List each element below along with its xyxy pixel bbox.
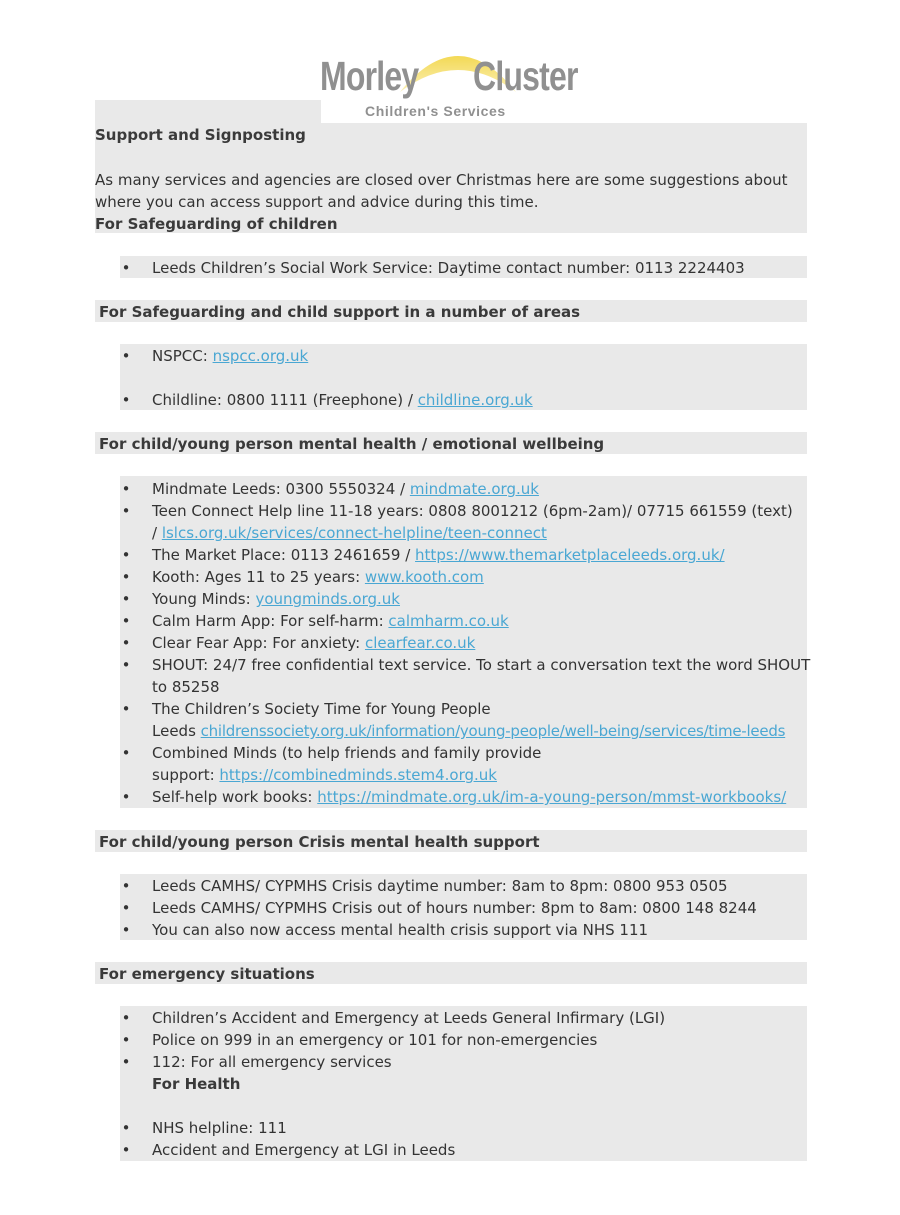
list-item-text: Leeds <box>152 722 201 740</box>
bullet-icon: • <box>121 546 131 564</box>
list-item-text: Young Minds: <box>152 590 256 608</box>
nspcc-link[interactable]: nspcc.org.uk <box>212 347 309 365</box>
bullet-icon: • <box>121 634 131 652</box>
list-item-text: Clear Fear App: For anxiety: <box>152 634 365 652</box>
bullet-icon: • <box>121 568 131 586</box>
market-place-link[interactable]: https://www.themarketplaceleeds.org.uk/ <box>415 546 725 564</box>
list-item-text: The Children’s Society Time for Young People <box>152 700 491 718</box>
logo-word-cluster: Cluster <box>473 53 578 99</box>
heading-child-support: For Safeguarding and child support in a number of areas <box>99 303 581 321</box>
self-help-link[interactable]: https://mindmate.org.uk/im-a-young-person/mmst-workbooks/ <box>317 788 787 806</box>
heading-emergency: For emergency situations <box>99 965 315 983</box>
bullet-icon: • <box>121 877 131 895</box>
calm-harm-link[interactable]: calmharm.co.uk <box>388 612 509 630</box>
bullet-icon: • <box>121 259 131 277</box>
list-item-text: SHOUT: 24/7 free confidential text service. To start a conversation text the word SHOUT <box>152 656 811 674</box>
list-item-text: Leeds CAMHS/ CYPMHS Crisis out of hours number: 8pm to 8am: 0800 148 8244 <box>152 899 757 917</box>
intro-paragraph-line1: As many services and agencies are closed over Christmas here are some suggestions about <box>95 171 788 189</box>
list-item-text: Teen Connect Help line 11-18 years: 0808 8001212 (6pm-2am)/ 07715 661559 (text) <box>152 502 793 520</box>
bullet-icon: • <box>121 480 131 498</box>
heading-health-text: For Health <box>152 1075 241 1093</box>
bullet-icon: • <box>121 899 131 917</box>
list-item-text: to 85258 <box>152 678 220 696</box>
bullet-icon: • <box>121 347 131 365</box>
bullet-icon: • <box>121 1053 131 1071</box>
bullet-icon: • <box>121 391 131 409</box>
list-item-text: Kooth: Ages 11 to 25 years: <box>152 568 365 586</box>
logo-word-morley: Morley <box>320 53 419 99</box>
list-item-text: NSPCC: <box>152 347 213 365</box>
list-item-text: Children’s Accident and Emergency at Leeds General Infirmary (LGI) <box>152 1009 666 1027</box>
bullet-icon: • <box>121 502 131 520</box>
bullet-icon: • <box>121 1009 131 1027</box>
bullet-icon: • <box>121 612 131 630</box>
combined-minds-link[interactable]: https://combinedminds.stem4.org.uk <box>219 766 497 784</box>
list-item-text: / <box>152 524 162 542</box>
logo-subtitle: Children's Services <box>365 103 506 119</box>
bullet-icon: • <box>121 1119 131 1137</box>
list-item-text: 112: For all emergency services <box>152 1053 392 1071</box>
heading-safeguarding-children: For Safeguarding of children <box>95 215 338 233</box>
bullet-icon: • <box>121 1141 131 1159</box>
clear-fear-link[interactable]: clearfear.co.uk <box>364 634 476 652</box>
list-item-text: Leeds CAMHS/ CYPMHS Crisis daytime number: 8am to 8pm: 0800 953 0505 <box>152 877 728 895</box>
intro-title: Support and Signposting <box>95 126 306 144</box>
bullet-icon: • <box>121 590 131 608</box>
bullet-icon: • <box>121 788 131 806</box>
bullet-icon: • <box>121 656 131 674</box>
intro-paragraph-line2: where you can access support and advice during this time. <box>95 193 539 211</box>
list-item-text: The Market Place: 0113 2461659 / <box>152 546 416 564</box>
list-item-text: Combined Minds (to help friends and family provide <box>152 744 542 762</box>
list-item-text: Accident and Emergency at LGI in Leeds <box>152 1141 456 1159</box>
bullet-icon: • <box>121 744 131 762</box>
teen-connect-link[interactable]: lslcs.org.uk/services/connect-helpline/teen-connect <box>161 524 547 542</box>
list-item-text: Police on 999 in an emergency or 101 for non-emergencies <box>152 1031 598 1049</box>
list-item-text: Calm Harm App: For self-harm: <box>152 612 389 630</box>
intro-section-top-background <box>95 100 321 124</box>
kooth-link[interactable]: www.kooth.com <box>364 568 484 586</box>
childrens-society-link[interactable]: childrenssociety.org.uk/information/young-people/well-being/services/time-leeds <box>200 722 786 740</box>
list-item-text: NHS helpline: 111 <box>152 1119 287 1137</box>
list-item-text: Childline: 0800 1111 (Freephone) / <box>152 391 418 409</box>
childline-link[interactable]: childline.org.uk <box>417 391 533 409</box>
young-minds-link[interactable]: youngminds.org.uk <box>255 590 400 608</box>
bullet-icon: • <box>121 921 131 939</box>
list-item-text: Mindmate Leeds: 0300 5550324 / <box>152 480 410 498</box>
heading-mental-health: For child/young person mental health / emotional wellbeing <box>99 435 605 453</box>
list-item-text: Self-help work books: <box>152 788 318 806</box>
mindmate-link[interactable]: mindmate.org.uk <box>409 480 539 498</box>
list-item-text: Leeds Children’s Social Work Service: Daytime contact number: 0113 2224403 <box>152 259 745 277</box>
morley-cluster-logo <box>318 30 584 122</box>
list-item-text: support: <box>152 766 220 784</box>
heading-crisis: For child/young person Crisis mental health support <box>99 833 540 851</box>
bullet-icon: • <box>121 700 131 718</box>
list-item-text: You can also now access mental health crisis support via NHS 111 <box>152 921 649 939</box>
bullet-icon: • <box>121 1031 131 1049</box>
